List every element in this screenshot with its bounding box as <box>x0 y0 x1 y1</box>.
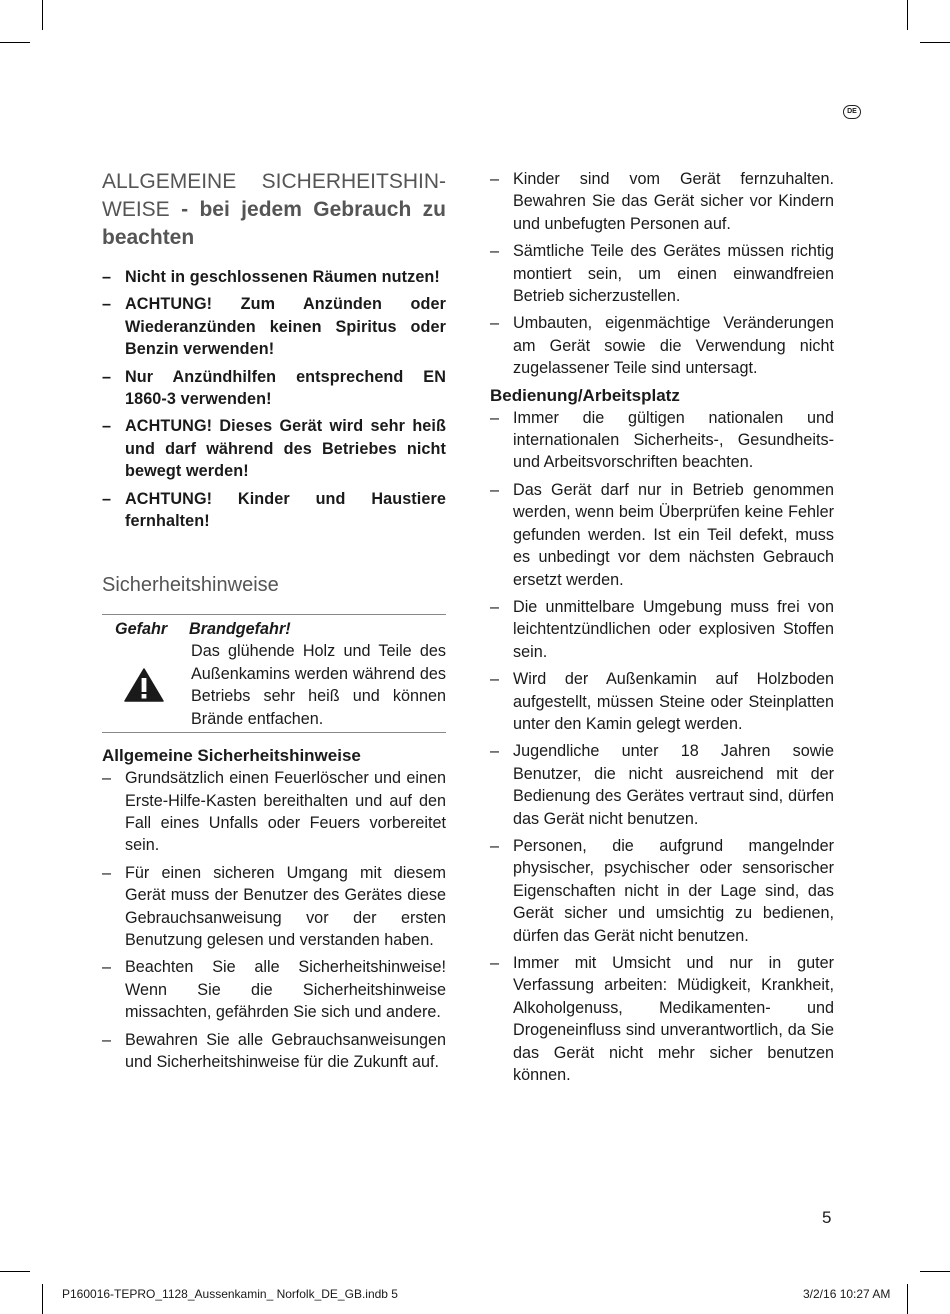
list-item: – Kinder sind vom Gerät fernzuhalten. Bewahren Sie das Gerät sicher vor Kindern und unbefugten Personen auf. <box>490 168 834 235</box>
language-badge: DE <box>843 105 861 119</box>
list-item: – ACHTUNG! Zum Anzünden oder Wiederanzünden keinen Spiritus oder Benzin verwenden! <box>102 293 446 360</box>
warning-body <box>102 640 446 730</box>
main-heading <box>102 168 446 252</box>
footer-file: P160016-TEPRO_1128_Aussenkamin_ Norfolk_DE_GB.indb 5 <box>62 1287 398 1301</box>
crop-mark <box>0 1271 30 1272</box>
right-safety-list <box>490 168 834 380</box>
list-item: – Wird der Außenkamin auf Holzboden aufgestellt, müssen Steine oder Steinplatten unter den Kamin gelegt werden. <box>490 668 834 735</box>
warning-label: Gefahr <box>115 620 168 639</box>
operation-heading: Bedienung/Arbeitsplatz <box>490 385 680 405</box>
warning-triangle-icon <box>124 668 164 702</box>
general-safety-heading: Allgemeine Sicherheitshinweise <box>102 746 361 766</box>
crop-mark <box>0 42 30 43</box>
list-item: – Immer die gültigen nationalen und internationalen Sicherheits-, Gesundheits- und Arbeitsvorschriften beachten. <box>490 407 834 474</box>
list-item: – Grundsätzlich einen Feuerlöscher und einen Erste-Hilfe-Kasten bereithalten und auf den Fall eines Unfalls oder Feuers vorbereitet sein. <box>102 767 446 857</box>
list-item: – Bewahren Sie alle Gebrauchsanweisungen und Sicherheitshinweise für die Zukunft auf. <box>102 1029 446 1074</box>
list-item: – Nicht in geschlossenen Räumen nutzen! <box>102 266 446 288</box>
crop-mark <box>907 1284 908 1314</box>
general-warnings-list <box>102 266 446 532</box>
operation-list <box>490 407 834 1087</box>
general-safety-list <box>102 767 446 1073</box>
main-heading-subtitle: - bei jedem Gebrauch zu beachten <box>102 198 446 249</box>
list-item: – Umbauten, eigenmächtige Veränderungen am Gerät sowie die Verwendung nicht zugelassener Teile sind untersagt. <box>490 312 834 379</box>
warning-header <box>102 618 446 640</box>
list-item: – ACHTUNG! Kinder und Haustiere fernhalten! <box>102 488 446 533</box>
list-item: – Die unmittelbare Umgebung muss frei von leichtentzündlichen oder explosiven Stoffen sein. <box>490 596 834 663</box>
section-heading: Sicherheitshinweise <box>102 574 279 597</box>
list-item: – Sämtliche Teile des Gerätes müssen richtig montiert sein, um einen einwandfreien Betrieb sicherzustellen. <box>490 240 834 307</box>
main-heading-title: ALLGEMEINE SICHERHEITSHIN-WEISE <box>102 170 446 221</box>
warning-title: Brandgefahr! <box>189 620 291 639</box>
list-item: – Beachten Sie alle Sicherheitshinweise! Wenn Sie die Sicherheitshinweise missachten, gefährden Sie sich und andere. <box>102 956 446 1023</box>
list-item: – Das Gerät darf nur in Betrieb genommen werden, wenn beim Überprüfen keine Fehler gefunden werden. Ist ein Teil defekt, muss es unbedingt vor dem nächsten Gebrauch ersetzt werden. <box>490 479 834 591</box>
crop-mark <box>920 1271 950 1272</box>
list-item: – Für einen sicheren Umgang mit diesem Gerät muss der Benutzer des Gerätes diese Gebrauchsanweisung vor der ersten Benutzung gelesen und verstanden haben. <box>102 862 446 952</box>
list-item: – Personen, die aufgrund mangelnder physischer, psychischer oder sensorischer Eigenschaften nicht in der Lage sind, das Gerät sicher und umsichtig zu bedienen, dürfen das Gerät nicht benutzen. <box>490 835 834 947</box>
warning-text: Das glühende Holz und Teile des Außenkamins werden während des Betriebs sehr heiß und können Brände entfachen. <box>191 642 446 728</box>
footer-timestamp: 3/2/16 10:27 AM <box>803 1287 891 1301</box>
list-item: – Immer mit Umsicht und nur in guter Verfassung arbeiten: Müdigkeit, Krankheit, Alkoholgenuss, Medikamenten- und Drogeneinfluss sind unverantwortlich, da Sie das Gerät nicht mehr sicher benutzen können. <box>490 952 834 1086</box>
list-item: – ACHTUNG! Dieses Gerät wird sehr heiß und darf während des Betriebes nicht bewegt werden! <box>102 415 446 482</box>
list-item: – Jugendliche unter 18 Jahren sowie Benutzer, die nicht ausreichend mit der Bedienung des Gerätes vertraut sind, dürfen das Gerät nicht benutzen. <box>490 740 834 830</box>
crop-mark <box>42 0 43 30</box>
list-item: – Nur Anzündhilfen entsprechend EN 1860-3 verwenden! <box>102 366 446 411</box>
crop-mark <box>907 0 908 30</box>
crop-mark <box>920 42 950 43</box>
right-column <box>490 168 834 1091</box>
crop-mark <box>42 1284 43 1314</box>
left-column <box>102 168 446 1078</box>
page-number: 5 <box>822 1208 832 1227</box>
warning-box <box>102 614 446 733</box>
